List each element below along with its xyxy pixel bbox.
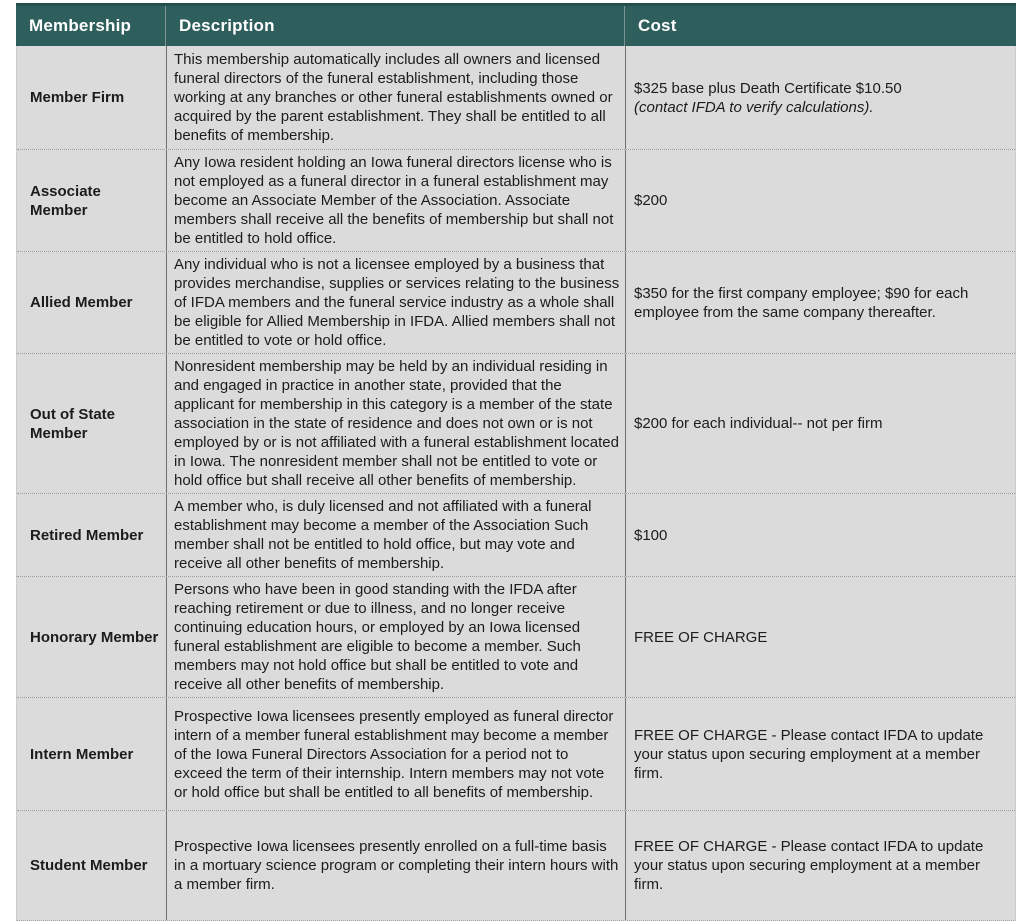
membership-description: Persons who have been in good standing with the IFDA after reaching retirement or due to illness, and no longer receive continuing education hours, or employed by an Iowa licensed funeral establishment are eligible to become a member. Such members may not hold office but shall be entitled to vote and receive all other benefits of membership.	[166, 577, 625, 697]
cost-text: $350 for the first company employee; $90 for each employee from the same company thereafter.	[634, 284, 969, 321]
membership-name: Retired Member	[30, 526, 144, 544]
table-row	[17, 576, 1015, 697]
cost-text: $200 for each individual-- not per firm	[634, 415, 883, 432]
column-header-membership: Membership	[29, 16, 132, 35]
membership-description: Any Iowa resident holding an Iowa funeral directors license who is not employed as a funeral director in a funeral establishment may become an Associate Member of the Association. Associate members shall receive all the benefits of membership but shall not be entitled to hold office.	[166, 150, 625, 251]
membership-name: Honorary Member	[30, 628, 159, 646]
cost-note: (contact IFDA to verify calculations).	[634, 98, 874, 116]
table-row	[17, 697, 1015, 810]
table-header-row	[16, 3, 1016, 46]
table-row	[17, 251, 1015, 353]
membership-cost	[625, 46, 1017, 149]
cost-text: FREE OF CHARGE - Please contact IFDA to update your status upon securing employment at a member firm.	[634, 838, 984, 893]
cost-text: $200	[634, 192, 668, 209]
membership-name: Out of State Member	[30, 405, 115, 442]
cost-text: FREE OF CHARGE - Please contact IFDA to update your status upon securing employment at a member firm.	[634, 726, 984, 782]
cost-text: $325 base plus Death Certificate $10.50	[634, 79, 902, 97]
membership-cost	[625, 252, 1017, 353]
membership-cost	[625, 150, 1017, 251]
membership-cost	[625, 811, 1017, 920]
membership-description: Prospective Iowa licensees presently enrolled on a full-time basis in a mortuary science program or completing their intern hours with a member firm.	[166, 811, 625, 920]
membership-cost	[625, 698, 1017, 810]
membership-name: Student Member	[30, 857, 148, 874]
table-row	[17, 353, 1015, 493]
column-header-cost: Cost	[624, 6, 1016, 46]
cost-text: FREE OF CHARGE	[634, 628, 768, 646]
table-row	[17, 493, 1015, 576]
table-body	[16, 46, 1016, 921]
membership-cost-table	[16, 3, 1016, 921]
membership-name: Member Firm	[30, 89, 125, 106]
membership-description: Any individual who is not a licensee employed by a business that provides merchandise, supplies or services relating to the business of IFDA members and the funeral service industry as a whole shall be eligible for Allied Membership in IFDA. Allied members shall not be entitled to vote or hold office.	[166, 252, 625, 353]
membership-name: Intern Member	[30, 745, 134, 763]
membership-cost	[625, 354, 1017, 493]
membership-name: Allied Member	[30, 294, 133, 311]
cost-text: $100	[634, 526, 668, 544]
membership-description: A member who, is duly licensed and not affiliated with a funeral establishment may become a member of the Association Such member shall not be entitled to hold office, but may vote and receive all other benefits of membership.	[166, 494, 625, 576]
membership-description: This membership automatically includes all owners and licensed funeral directors of the funeral establishment, including those working at any branches or other funeral establishments owned or acquired by the parent establishment. They shall be entitled to all benefits of membership.	[166, 46, 625, 149]
table-row	[17, 810, 1015, 920]
membership-description: Nonresident membership may be held by an individual residing in and engaged in practice in another state, provided that the applicant for membership in this category is a member of the state association in the state of residence and does not own or is not employed by or is not affiliated with a funeral establishment located in Iowa. The nonresident member shall not be entitled to vote or hold office but shall receive all other benefits of membership.	[166, 354, 625, 493]
membership-name: Associate Member	[30, 182, 101, 219]
column-header-description: Description	[165, 6, 624, 46]
membership-cost	[625, 494, 1017, 576]
table-row	[17, 149, 1015, 251]
membership-cost	[625, 577, 1017, 697]
membership-description: Prospective Iowa licensees presently employed as funeral director intern of a member funeral establishment may become a member of the Iowa Funeral Directors Association for a period not to exceed the term of their internship. Intern members may not vote or hold office but shall be entitled to all benefits of membership.	[166, 698, 625, 810]
table-row	[17, 46, 1015, 149]
